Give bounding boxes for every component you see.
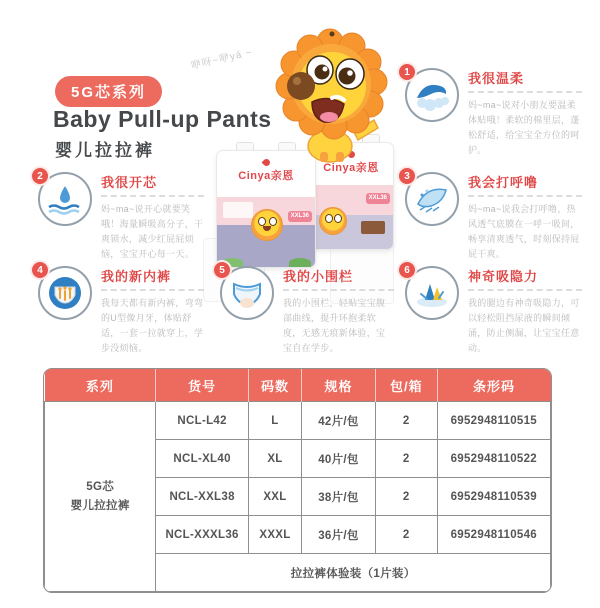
dashed-divider [101, 289, 204, 291]
feature-title: 我会打呼噜 [468, 175, 539, 190]
series-badge: 5G芯系列 [55, 76, 162, 107]
lion-mascot [262, 24, 397, 164]
feature-card-breathable [403, 170, 582, 261]
feature-card-new-pants [36, 264, 204, 355]
col-header-size: 码数 [248, 369, 301, 402]
per-box-cell: 2 [375, 478, 437, 516]
page-title-cn: 婴儿拉拉裤 [55, 141, 155, 160]
feature-number-badge: 4 [30, 260, 50, 280]
per-box-cell: 2 [375, 516, 437, 554]
col-header-series: 系列 [45, 369, 156, 402]
barcode-cell: 6952948110515 [437, 402, 550, 440]
col-header-spec: 规格 [302, 369, 376, 402]
spec-cell: 42片/包 [302, 402, 376, 440]
size-cell: XXL [248, 478, 301, 516]
table-header-row [45, 369, 551, 402]
feature-body-text: 妈~ma~说对小朋友要温柔体贴哦！柔软的棉里层，蓬松舒适，给宝宝全方位的呵护。 [468, 100, 580, 155]
bag-bottom-art [309, 215, 393, 249]
feature-card-waistband [218, 264, 394, 355]
series-line1: 5G芯 [86, 481, 115, 494]
feature-number-badge: 1 [397, 62, 417, 82]
spec-cell: 38片/包 [302, 478, 376, 516]
dashed-divider [468, 195, 582, 197]
col-header-sku: 货号 [156, 369, 249, 402]
feature-body-text: 妈~ma~说我会打呼噜，热风透气底膜在一呼一吸间，畅享清爽透气，时刻保持屁屁干爽。 [468, 204, 580, 259]
series-line2: 婴儿拉拉裤 [70, 499, 130, 512]
per-box-cell: 2 [375, 440, 437, 478]
brand-logo: Cinya亲恩 [238, 170, 294, 182]
size-cell: XL [248, 440, 301, 478]
dashed-divider [468, 91, 582, 93]
feature-title: 我的小围栏 [283, 269, 354, 284]
trial-pack-note: 拉拉裤体验装（1片装） [156, 554, 551, 592]
bag-pink-band [309, 185, 393, 215]
col-header-barcode: 条形码 [437, 369, 550, 402]
sku-cell: NCL-L42 [156, 402, 249, 440]
spec-cell: 40片/包 [302, 440, 376, 478]
size-cell: XXXL [248, 516, 301, 554]
per-box-cell: 2 [375, 402, 437, 440]
feature-body-text: 妈~ma~说开心就要笑哦！海量瞬吸高分子，干爽锁水，减少红屁屁烦恼，宝宝开心每一天。 [101, 204, 204, 259]
size-cell: L [248, 402, 301, 440]
dashed-divider [101, 195, 204, 197]
feature-body-text: 我的小围栏，轻贴宝宝腹部曲线，提升环抱柔软度，无感无痕新体验，宝宝自在学步。 [283, 298, 386, 353]
feature-title: 我的新内裤 [101, 269, 172, 284]
bag-label-block [223, 202, 253, 218]
page-title-en: Baby Pull-up Pants [53, 106, 272, 132]
table-row [45, 402, 551, 440]
dashed-divider [283, 289, 394, 291]
barcode-cell: 6952948110539 [437, 478, 550, 516]
col-header-per-box: 包/箱 [375, 369, 437, 402]
barcode-cell: 6952948110522 [437, 440, 550, 478]
spec-cell: 36片/包 [302, 516, 376, 554]
feature-number-badge: 3 [397, 166, 417, 186]
bag-size-badge: XXL36 [366, 193, 390, 204]
feature-title: 我很开芯 [101, 175, 158, 190]
bag-size-badge: XXL36 [288, 211, 312, 222]
spec-table [43, 368, 552, 593]
barcode-cell: 6952948110546 [437, 516, 550, 554]
feature-number-badge: 6 [397, 260, 417, 280]
sku-cell: NCL-XXXL36 [156, 516, 249, 554]
mascot-speech-text: 咿呀~咿yá ~ [190, 47, 254, 72]
feature-number-badge: 2 [30, 166, 50, 186]
feature-number-badge: 5 [212, 260, 232, 280]
table-graphic [361, 221, 385, 234]
sku-cell: NCL-XL40 [156, 440, 249, 478]
bag-bottom-art [217, 225, 315, 267]
feature-body-text: 我的腿边有神奇吸隐力，可以轻松阻挡尿液的瞬间倾涌，防止侧漏，让宝宝任意动。 [468, 298, 580, 353]
feature-card-gentle [403, 66, 582, 157]
feature-title: 我很温柔 [468, 71, 525, 86]
series-cell [45, 402, 156, 592]
feature-card-leak-guard [403, 264, 582, 355]
feature-title: 神奇吸隐力 [468, 269, 539, 284]
brand-logo: Cinya亲恩 [323, 162, 379, 174]
feature-card-happy-core [36, 170, 204, 261]
sku-cell: NCL-XXL38 [156, 478, 249, 516]
dashed-divider [468, 289, 582, 291]
feature-body-text: 我每天都有新内裤，弯弯的U型像月牙，体贴舒适，一套一拉就穿上，学步没烦恼。 [101, 298, 204, 353]
